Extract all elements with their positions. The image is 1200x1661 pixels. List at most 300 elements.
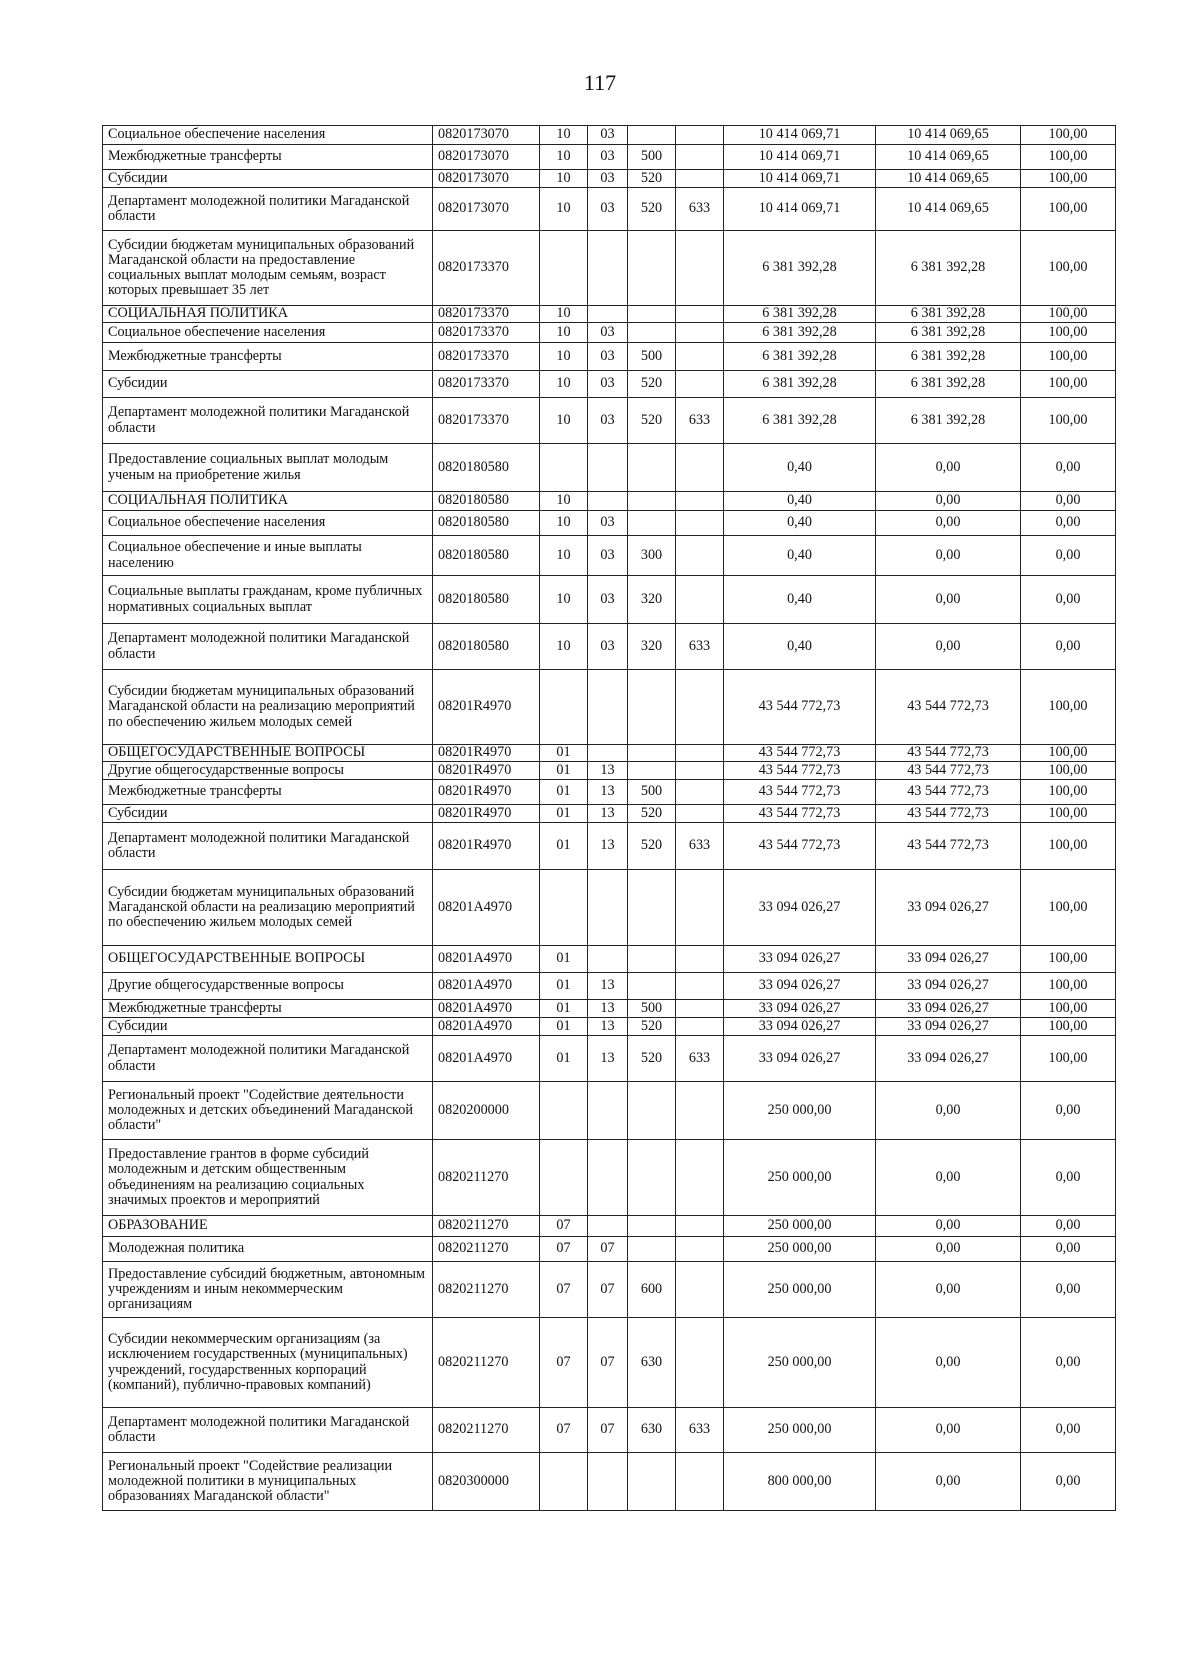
expense-type-code: 520 <box>628 170 676 188</box>
subsection-code: 03 <box>588 188 628 231</box>
execution-percent: 100,00 <box>1021 398 1116 444</box>
section-code: 01 <box>540 1000 588 1018</box>
execution-percent: 0,00 <box>1021 576 1116 624</box>
subsection-code: 13 <box>588 973 628 1000</box>
expense-type-code: 630 <box>628 1318 676 1408</box>
planned-amount: 250 000,00 <box>724 1262 876 1318</box>
executed-amount: 10 414 069,65 <box>876 170 1021 188</box>
planned-amount: 33 094 026,27 <box>724 973 876 1000</box>
row-name: Социальные выплаты гражданам, кроме публичных нормативных социальных выплат <box>103 576 433 624</box>
table-row <box>103 536 1116 576</box>
executed-amount: 6 381 392,28 <box>876 231 1021 306</box>
executed-amount: 0,00 <box>876 511 1021 536</box>
planned-amount: 33 094 026,27 <box>724 1036 876 1082</box>
subsection-code: 03 <box>588 536 628 576</box>
execution-percent: 100,00 <box>1021 170 1116 188</box>
expense-type-code: 520 <box>628 1018 676 1036</box>
target-article-code: 0820211270 <box>433 1318 540 1408</box>
subsection-code <box>588 946 628 973</box>
execution-percent: 0,00 <box>1021 1140 1116 1216</box>
table-row <box>103 870 1116 946</box>
administrator-code <box>676 126 724 145</box>
section-code <box>540 1453 588 1511</box>
table-row <box>103 1036 1116 1082</box>
execution-percent: 0,00 <box>1021 1216 1116 1237</box>
planned-amount: 10 414 069,71 <box>724 145 876 170</box>
expense-type-code: 500 <box>628 1000 676 1018</box>
section-code <box>540 1082 588 1140</box>
planned-amount: 43 544 772,73 <box>724 780 876 805</box>
target-article-code: 0820173070 <box>433 170 540 188</box>
executed-amount: 0,00 <box>876 1237 1021 1262</box>
executed-amount: 6 381 392,28 <box>876 343 1021 371</box>
table-row <box>103 492 1116 511</box>
expense-type-code <box>628 126 676 145</box>
table-row <box>103 126 1116 145</box>
section-code: 10 <box>540 536 588 576</box>
executed-amount: 6 381 392,28 <box>876 398 1021 444</box>
executed-amount: 43 544 772,73 <box>876 745 1021 762</box>
table-row <box>103 343 1116 371</box>
execution-percent: 0,00 <box>1021 1082 1116 1140</box>
table-row <box>103 973 1116 1000</box>
target-article-code: 0820173070 <box>433 126 540 145</box>
section-code: 10 <box>540 343 588 371</box>
expense-type-code: 520 <box>628 1036 676 1082</box>
administrator-code: 633 <box>676 398 724 444</box>
target-article-code: 0820300000 <box>433 1453 540 1511</box>
expense-type-code <box>628 323 676 343</box>
target-article-code: 08201R4970 <box>433 762 540 780</box>
target-article-code: 0820211270 <box>433 1262 540 1318</box>
execution-percent: 100,00 <box>1021 870 1116 946</box>
expense-type-code <box>628 745 676 762</box>
executed-amount: 6 381 392,28 <box>876 323 1021 343</box>
planned-amount: 0,40 <box>724 492 876 511</box>
expense-type-code: 520 <box>628 805 676 823</box>
table-row <box>103 170 1116 188</box>
executed-amount: 0,00 <box>876 1318 1021 1408</box>
subsection-code: 13 <box>588 805 628 823</box>
target-article-code: 0820180580 <box>433 624 540 670</box>
execution-percent: 100,00 <box>1021 823 1116 870</box>
execution-percent: 100,00 <box>1021 805 1116 823</box>
execution-percent: 100,00 <box>1021 306 1116 323</box>
subsection-code: 03 <box>588 511 628 536</box>
row-name: Межбюджетные трансферты <box>103 343 433 371</box>
expense-type-code <box>628 1140 676 1216</box>
executed-amount: 33 094 026,27 <box>876 1036 1021 1082</box>
subsection-code: 03 <box>588 343 628 371</box>
section-code: 07 <box>540 1216 588 1237</box>
execution-percent: 100,00 <box>1021 670 1116 745</box>
executed-amount: 43 544 772,73 <box>876 805 1021 823</box>
section-code: 10 <box>540 145 588 170</box>
executed-amount: 0,00 <box>876 492 1021 511</box>
subsection-code: 13 <box>588 780 628 805</box>
administrator-code <box>676 973 724 1000</box>
executed-amount: 43 544 772,73 <box>876 670 1021 745</box>
planned-amount: 33 094 026,27 <box>724 870 876 946</box>
executed-amount: 33 094 026,27 <box>876 870 1021 946</box>
execution-percent: 0,00 <box>1021 624 1116 670</box>
administrator-code <box>676 762 724 780</box>
row-name: Предоставление субсидий бюджетным, автономным учреждениям и иным некоммерческим организациям <box>103 1262 433 1318</box>
row-name: Другие общегосударственные вопросы <box>103 762 433 780</box>
executed-amount: 0,00 <box>876 536 1021 576</box>
subsection-code: 03 <box>588 323 628 343</box>
subsection-code: 03 <box>588 145 628 170</box>
table-row <box>103 1453 1116 1511</box>
subsection-code <box>588 745 628 762</box>
subsection-code <box>588 870 628 946</box>
subsection-code: 03 <box>588 126 628 145</box>
row-name: ОБРАЗОВАНИЕ <box>103 1216 433 1237</box>
row-name: Предоставление социальных выплат молодым ученым на приобретение жилья <box>103 444 433 492</box>
section-code: 10 <box>540 371 588 398</box>
executed-amount: 0,00 <box>876 624 1021 670</box>
administrator-code <box>676 1262 724 1318</box>
planned-amount: 250 000,00 <box>724 1216 876 1237</box>
planned-amount: 6 381 392,28 <box>724 306 876 323</box>
execution-percent: 0,00 <box>1021 444 1116 492</box>
administrator-code: 633 <box>676 823 724 870</box>
row-name: СОЦИАЛЬНАЯ ПОЛИТИКА <box>103 492 433 511</box>
target-article-code: 08201R4970 <box>433 805 540 823</box>
target-article-code: 08201R4970 <box>433 780 540 805</box>
target-article-code: 08201A4970 <box>433 973 540 1000</box>
planned-amount: 0,40 <box>724 576 876 624</box>
execution-percent: 100,00 <box>1021 762 1116 780</box>
administrator-code <box>676 946 724 973</box>
subsection-code <box>588 306 628 323</box>
section-code: 01 <box>540 973 588 1000</box>
row-name: Департамент молодежной политики Магаданской области <box>103 1408 433 1453</box>
expense-type-code: 500 <box>628 343 676 371</box>
administrator-code <box>676 870 724 946</box>
execution-percent: 100,00 <box>1021 946 1116 973</box>
planned-amount: 250 000,00 <box>724 1140 876 1216</box>
execution-percent: 100,00 <box>1021 145 1116 170</box>
target-article-code: 0820173070 <box>433 145 540 170</box>
execution-percent: 0,00 <box>1021 1408 1116 1453</box>
row-name: Департамент молодежной политики Магаданской области <box>103 823 433 870</box>
row-name: Субсидии бюджетам муниципальных образований Магаданской области на предоставление социальных выплат молодым семьям, возраст которых превышает 35 лет <box>103 231 433 306</box>
target-article-code: 08201R4970 <box>433 823 540 870</box>
row-name: Субсидии бюджетам муниципальных образований Магаданской области на реализацию мероприятий по обеспечению жильем молодых семей <box>103 870 433 946</box>
expense-type-code: 520 <box>628 398 676 444</box>
administrator-code <box>676 343 724 371</box>
planned-amount: 33 094 026,27 <box>724 1018 876 1036</box>
section-code: 10 <box>540 188 588 231</box>
administrator-code <box>676 492 724 511</box>
executed-amount: 0,00 <box>876 1408 1021 1453</box>
target-article-code: 0820173370 <box>433 343 540 371</box>
administrator-code <box>676 371 724 398</box>
expense-type-code: 300 <box>628 536 676 576</box>
planned-amount: 33 094 026,27 <box>724 1000 876 1018</box>
planned-amount: 0,40 <box>724 536 876 576</box>
row-name: Социальное обеспечение населения <box>103 511 433 536</box>
target-article-code: 0820211270 <box>433 1216 540 1237</box>
subsection-code: 13 <box>588 762 628 780</box>
administrator-code <box>676 306 724 323</box>
target-article-code: 0820180580 <box>433 511 540 536</box>
expense-type-code <box>628 1237 676 1262</box>
table-row <box>103 745 1116 762</box>
subsection-code <box>588 444 628 492</box>
subsection-code: 03 <box>588 170 628 188</box>
section-code: 10 <box>540 624 588 670</box>
section-code <box>540 1140 588 1216</box>
execution-percent: 100,00 <box>1021 343 1116 371</box>
table-row <box>103 576 1116 624</box>
expense-type-code <box>628 1082 676 1140</box>
subsection-code: 07 <box>588 1237 628 1262</box>
section-code: 10 <box>540 126 588 145</box>
section-code: 01 <box>540 762 588 780</box>
subsection-code: 13 <box>588 1036 628 1082</box>
executed-amount: 33 094 026,27 <box>876 973 1021 1000</box>
administrator-code <box>676 780 724 805</box>
execution-percent: 0,00 <box>1021 511 1116 536</box>
target-article-code: 0820211270 <box>433 1140 540 1216</box>
administrator-code <box>676 145 724 170</box>
row-name: Социальное обеспечение населения <box>103 323 433 343</box>
table-row <box>103 1408 1116 1453</box>
subsection-code <box>588 670 628 745</box>
administrator-code <box>676 170 724 188</box>
row-name: Департамент молодежной политики Магаданской области <box>103 188 433 231</box>
subsection-code: 07 <box>588 1408 628 1453</box>
administrator-code <box>676 1318 724 1408</box>
execution-percent: 100,00 <box>1021 973 1116 1000</box>
planned-amount: 250 000,00 <box>724 1237 876 1262</box>
execution-percent: 0,00 <box>1021 536 1116 576</box>
table-row <box>103 823 1116 870</box>
subsection-code <box>588 1453 628 1511</box>
expense-type-code <box>628 444 676 492</box>
execution-percent: 0,00 <box>1021 492 1116 511</box>
expense-type-code <box>628 1216 676 1237</box>
target-article-code: 08201A4970 <box>433 946 540 973</box>
table-row <box>103 1018 1116 1036</box>
expense-type-code <box>628 492 676 511</box>
target-article-code: 0820211270 <box>433 1408 540 1453</box>
execution-percent: 100,00 <box>1021 188 1116 231</box>
row-name: Субсидии <box>103 371 433 398</box>
subsection-code: 07 <box>588 1318 628 1408</box>
execution-percent: 100,00 <box>1021 371 1116 398</box>
table-row <box>103 1082 1116 1140</box>
table-row <box>103 1140 1116 1216</box>
expense-type-code: 500 <box>628 780 676 805</box>
subsection-code: 13 <box>588 1000 628 1018</box>
table-row <box>103 946 1116 973</box>
target-article-code: 08201A4970 <box>433 1000 540 1018</box>
target-article-code: 0820173370 <box>433 323 540 343</box>
administrator-code <box>676 1216 724 1237</box>
planned-amount: 800 000,00 <box>724 1453 876 1511</box>
administrator-code <box>676 576 724 624</box>
executed-amount: 6 381 392,28 <box>876 306 1021 323</box>
target-article-code: 0820180580 <box>433 492 540 511</box>
expense-type-code: 520 <box>628 188 676 231</box>
administrator-code: 633 <box>676 1036 724 1082</box>
executed-amount: 43 544 772,73 <box>876 762 1021 780</box>
subsection-code <box>588 231 628 306</box>
row-name: ОБЩЕГОСУДАРСТВЕННЫЕ ВОПРОСЫ <box>103 946 433 973</box>
planned-amount: 250 000,00 <box>724 1408 876 1453</box>
administrator-code <box>676 1453 724 1511</box>
executed-amount: 10 414 069,65 <box>876 188 1021 231</box>
table-body <box>103 126 1116 1511</box>
planned-amount: 6 381 392,28 <box>724 371 876 398</box>
row-name: Субсидии <box>103 805 433 823</box>
administrator-code <box>676 511 724 536</box>
execution-percent: 100,00 <box>1021 231 1116 306</box>
subsection-code <box>588 492 628 511</box>
planned-amount: 6 381 392,28 <box>724 398 876 444</box>
table-row <box>103 444 1116 492</box>
table-row <box>103 624 1116 670</box>
execution-percent: 0,00 <box>1021 1262 1116 1318</box>
executed-amount: 43 544 772,73 <box>876 823 1021 870</box>
planned-amount: 6 381 392,28 <box>724 343 876 371</box>
row-name: Департамент молодежной политики Магаданской области <box>103 398 433 444</box>
planned-amount: 43 544 772,73 <box>724 670 876 745</box>
row-name: Социальное обеспечение населения <box>103 126 433 145</box>
subsection-code: 13 <box>588 1018 628 1036</box>
planned-amount: 43 544 772,73 <box>724 823 876 870</box>
administrator-code <box>676 444 724 492</box>
administrator-code <box>676 231 724 306</box>
executed-amount: 43 544 772,73 <box>876 780 1021 805</box>
planned-amount: 10 414 069,71 <box>724 126 876 145</box>
table-row <box>103 188 1116 231</box>
row-name: Социальное обеспечение и иные выплаты населению <box>103 536 433 576</box>
section-code: 07 <box>540 1318 588 1408</box>
planned-amount: 250 000,00 <box>724 1318 876 1408</box>
row-name: Молодежная политика <box>103 1237 433 1262</box>
page-number: 117 <box>583 70 617 95</box>
administrator-code <box>676 1140 724 1216</box>
row-name: СОЦИАЛЬНАЯ ПОЛИТИКА <box>103 306 433 323</box>
section-code: 07 <box>540 1237 588 1262</box>
planned-amount: 43 544 772,73 <box>724 805 876 823</box>
target-article-code: 0820173070 <box>433 188 540 231</box>
execution-percent: 100,00 <box>1021 1018 1116 1036</box>
executed-amount: 0,00 <box>876 1082 1021 1140</box>
subsection-code <box>588 1140 628 1216</box>
table-row <box>103 1237 1116 1262</box>
target-article-code: 0820200000 <box>433 1082 540 1140</box>
expense-type-code <box>628 973 676 1000</box>
planned-amount: 43 544 772,73 <box>724 762 876 780</box>
target-article-code: 0820180580 <box>433 536 540 576</box>
execution-percent: 0,00 <box>1021 1453 1116 1511</box>
expense-type-code: 320 <box>628 576 676 624</box>
executed-amount: 10 414 069,65 <box>876 145 1021 170</box>
section-code: 10 <box>540 323 588 343</box>
planned-amount: 0,40 <box>724 444 876 492</box>
section-code: 01 <box>540 823 588 870</box>
section-code: 01 <box>540 1018 588 1036</box>
executed-amount: 0,00 <box>876 1216 1021 1237</box>
section-code: 01 <box>540 780 588 805</box>
table-row <box>103 1318 1116 1408</box>
subsection-code: 03 <box>588 624 628 670</box>
administrator-code <box>676 670 724 745</box>
section-code: 10 <box>540 576 588 624</box>
expense-type-code <box>628 670 676 745</box>
planned-amount: 6 381 392,28 <box>724 323 876 343</box>
planned-amount: 6 381 392,28 <box>724 231 876 306</box>
row-name: Другие общегосударственные вопросы <box>103 973 433 1000</box>
execution-percent: 0,00 <box>1021 1318 1116 1408</box>
row-name: Субсидии некоммерческим организациям (за исключением государственных (муниципальных) учреждений, государственных корпораций (компаний), публично-правовых компаний) <box>103 1318 433 1408</box>
table-row <box>103 780 1116 805</box>
expense-type-code <box>628 946 676 973</box>
planned-amount: 43 544 772,73 <box>724 745 876 762</box>
execution-percent: 100,00 <box>1021 323 1116 343</box>
subsection-code: 07 <box>588 1262 628 1318</box>
administrator-code <box>676 1000 724 1018</box>
expense-type-code: 520 <box>628 823 676 870</box>
target-article-code: 08201R4970 <box>433 670 540 745</box>
section-code: 10 <box>540 511 588 536</box>
administrator-code: 633 <box>676 624 724 670</box>
table-row <box>103 306 1116 323</box>
section-code: 07 <box>540 1408 588 1453</box>
target-article-code: 0820180580 <box>433 444 540 492</box>
planned-amount: 0,40 <box>724 511 876 536</box>
expense-type-code <box>628 870 676 946</box>
execution-percent: 0,00 <box>1021 1237 1116 1262</box>
section-code <box>540 231 588 306</box>
administrator-code <box>676 745 724 762</box>
table-row <box>103 805 1116 823</box>
target-article-code: 08201A4970 <box>433 1036 540 1082</box>
expense-type-code: 500 <box>628 145 676 170</box>
row-name: ОБЩЕГОСУДАРСТВЕННЫЕ ВОПРОСЫ <box>103 745 433 762</box>
budget-table <box>102 125 1116 1511</box>
table-row <box>103 371 1116 398</box>
target-article-code: 0820173370 <box>433 371 540 398</box>
table-row <box>103 398 1116 444</box>
table-row <box>103 762 1116 780</box>
executed-amount: 0,00 <box>876 576 1021 624</box>
target-article-code: 0820173370 <box>433 398 540 444</box>
execution-percent: 100,00 <box>1021 126 1116 145</box>
expense-type-code: 630 <box>628 1408 676 1453</box>
administrator-code <box>676 1018 724 1036</box>
row-name: Межбюджетные трансферты <box>103 145 433 170</box>
section-code: 01 <box>540 946 588 973</box>
administrator-code: 633 <box>676 188 724 231</box>
executed-amount: 0,00 <box>876 1262 1021 1318</box>
row-name: Региональный проект "Содействие реализации молодежной политики в муниципальных образованиях Магаданской области" <box>103 1453 433 1511</box>
target-article-code: 08201A4970 <box>433 1018 540 1036</box>
expense-type-code <box>628 511 676 536</box>
section-code: 01 <box>540 1036 588 1082</box>
administrator-code <box>676 1082 724 1140</box>
administrator-code: 633 <box>676 1408 724 1453</box>
row-name: Межбюджетные трансферты <box>103 780 433 805</box>
subsection-code: 03 <box>588 398 628 444</box>
row-name: Межбюджетные трансферты <box>103 1000 433 1018</box>
execution-percent: 100,00 <box>1021 780 1116 805</box>
